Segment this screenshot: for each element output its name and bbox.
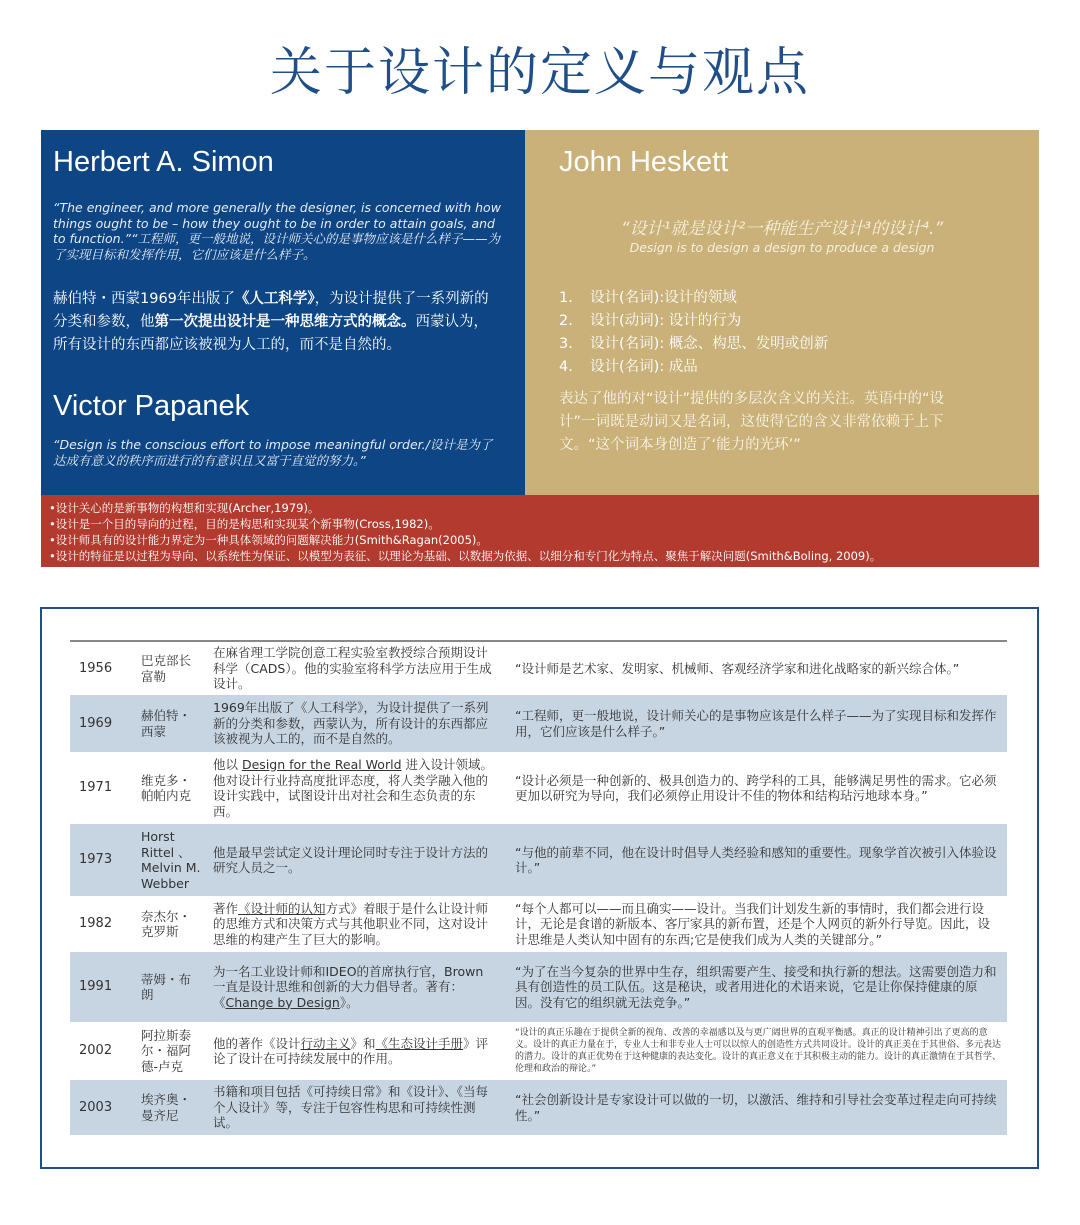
heskett-summary: 表达了他的对“设计”提供的多层次含义的关注。英语中的“设计”一词既是动词又是名词，这使得它的含义非常依赖于上下文。“这个词本身创造了‘能力的光环’” (559, 391, 945, 453)
row-desc: 他以 Design for the Real World 进入设计领域。他对设计行业持高度批评态度，将人类学融入他的设计实践中，试图设计出对社会和生态负责的东西。 (213, 757, 493, 819)
table-row (70, 824, 1007, 896)
definition-item: •设计师具有的设计能力界定为一种具体领域的问题解决能力(Smith&Ragan(2005)。 (49, 533, 488, 547)
table-row (70, 752, 1007, 824)
heskett-name: John Heskett (559, 146, 729, 178)
page-title: 关于设计的定义与观点 (269, 43, 810, 103)
row-desc: 书籍和项目包括《可持续日常》和《设计》、《当每个人设计》等，专注于包容性构思和可持续性测试。 (208, 1080, 500, 1135)
simon-book-title: 《人工科学》 (234, 291, 315, 307)
simon-name: Herbert A. Simon (53, 146, 274, 178)
row-view: “与他的前辈不同，他在设计时倡导人类经验和感知的重要性。现象学首次被引入体验设计。” (500, 824, 1007, 896)
table-row (70, 1022, 1007, 1080)
list-item: 4. 设计(名词): 成品 (559, 359, 698, 375)
book-link: Design for the Real World (241, 757, 402, 772)
simon-quote-zh: “工程师，更一般地说，设计师关心的是事物应该是什么样子——为了实现目标和发挥作用，它们应该是什么样子。 (53, 231, 501, 262)
row-name: 巴克部长富勒 (141, 653, 192, 684)
row-year: 1973 (70, 824, 136, 896)
row-view: “设计必须是一种创新的、极具创造力的、跨学科的工具，能够满足男性的需求。它必须更加以研究为导向，我们必须停止用设计不佳的物体和结构玷污地球本身。” (515, 772, 997, 803)
book-link: 行动主义 (300, 1035, 351, 1051)
table-row (70, 896, 1007, 952)
row-year: 2002 (79, 1043, 113, 1059)
book-link: Change by Design (225, 994, 340, 1010)
row-desc: 他是最早尝试定义设计理论同时专注于设计方法的研究人员之一。 (208, 824, 500, 896)
row-name: 维克多・帕帕内克 (141, 772, 192, 803)
row-name: 蒂姆・布朗 (136, 952, 208, 1022)
simon-papanek-panel (41, 130, 525, 495)
row-view: “工程师，更一般地说，设计师关心的是事物应该是什么样子——为了实现目标和发挥作用，它们应该是什么样子。” (500, 695, 1007, 752)
heskett-quote-en: Design is to design a design to produce a design (629, 240, 935, 255)
timeline-table (70, 640, 1007, 1135)
row-desc: 著作《设计师的认知方式》着眼于是什么让设计师的思维方式和决策方式与其他职业不同，这对设计思维的构建产生了巨大的影响。 (213, 900, 489, 947)
row-year: 1971 (79, 780, 113, 796)
definitions-band (41, 495, 1039, 567)
simon-quote-en: “The engineer, and more generally the designer, is concerned with how things ought to be – how they ought to be in order to attain goals, and to function.” (53, 200, 501, 246)
row-year: 1982 (79, 916, 113, 932)
papanek-quote: “Design is the conscious effort to impose meaningful order./设计是为了达成有意义的秩序而进行的有意识且又富于直觉的努力。” (53, 437, 493, 468)
heskett-quote-zh: “设计¹就是设计²一种能生产设计³的设计⁴.” (620, 219, 944, 239)
row-name: 阿拉斯泰尔・福阿德-卢克 (141, 1027, 192, 1074)
row-view: “社会创新设计是专家设计可以做的一切，以激活、维持和引导社会变革过程走向可持续性。” (500, 1080, 1007, 1135)
table-row (70, 1080, 1007, 1135)
simon-para-a: 赫伯特・西蒙1969年出版了 (53, 291, 235, 307)
row-year: 2003 (70, 1080, 136, 1135)
row-year: 1991 (70, 952, 136, 1022)
row-view: “设计师是艺术家、发明家、机械师、客观经济学家和进化战略家的新兴综合体。” (515, 660, 960, 676)
row-name: Horst Rittel 、Melvin M. Webber (136, 824, 208, 896)
simon-paragraph (53, 288, 501, 357)
book-link: 《设计师的认知 (238, 900, 326, 916)
papanek-name: Victor Papanek (53, 390, 250, 422)
definition-item: •设计的特征是以过程为导向、以系统性为保证、以模型为表征、以理论为基础、以数据为依据、以细分和专门化为特点、聚焦于解决问题(Smith&Boling, 2009)。 (49, 549, 882, 563)
book-link: 《生态设计手册 (375, 1035, 464, 1051)
simon-key-point: 第一次提出设计是一种思维方式的概念。 (154, 314, 416, 330)
row-view: “为了在当今复杂的世界中生存，组织需要产生、接受和执行新的想法。这需要创造力和具有创造性的员工队伍。这是秘诀，或者用进化的术语来说，它是让你保持健康的原因。没有它的组织就无法竞争。” (500, 952, 1007, 1022)
row-year: 1969 (70, 695, 136, 752)
row-name: 埃齐奥・曼齐尼 (136, 1080, 208, 1135)
table-row (70, 695, 1007, 752)
heskett-meanings-list (559, 287, 828, 379)
heskett-panel (525, 130, 1039, 495)
row-view: “每个人都可以——而且确实——设计。当我们计划发生新的事情时，我们都会进行设计，无论是食谱的新版本、客厅家具的新布置，还是个人网页的新外行导览。因此，设计思维是人类认知中固有的东西;它是使我们成为人类的关键部分。” (515, 900, 991, 947)
row-desc: 1969年出版了《人工科学》，为设计提供了一系列新的分类和参数，西蒙认为，所有设计的东西都应该被视为人工的，而不是自然的。 (208, 695, 500, 752)
row-name: 赫伯特・西蒙 (136, 695, 208, 752)
list-item: 2. 设计(动词): 设计的行为 (559, 313, 742, 329)
list-item: 1. 设计(名词):设计的领域 (559, 290, 737, 306)
definition-item: •设计关心的是新事物的构想和实现(Archer,1979)。 (49, 501, 320, 515)
row-desc: 为一名工业设计师和IDEO的首席执行官，Brown一直是设计思维和创新的大力倡导者。著有：《Change by Design》。 (208, 952, 500, 1022)
row-desc: 在麻省理工学院创意工程实验室教授综合预期设计科学（CADS）。他的实验室将科学方法应用于生成设计。 (213, 645, 492, 692)
list-item: 3. 设计(名词): 概念、构思、发明或创新 (559, 336, 829, 352)
simon-quote (53, 200, 505, 262)
table-row (70, 641, 1007, 695)
simon-para-c: ，为设计提供了一系列新的分类和参数，他 (53, 291, 489, 330)
row-desc: 他的著作《设计行动主义》和《生态设计手册》评论了设计在可持续发展中的作用。 (213, 1035, 489, 1066)
table-row (70, 952, 1007, 1022)
simon-para-e: 西蒙认为，所有设计的东西都应该被视为人工的，而不是自然的。 (53, 314, 488, 353)
definition-item: •设计是一个目的导向的过程，目的是构思和实现某个新事物(Cross,1982)。 (49, 517, 440, 531)
row-view: “设计的真正乐趣在于提供全新的视角、改善的幸福感以及与更广阔世界的直观平衡感。真正的设计精神引出了更高的意义。设计的真正力量在于，专业人士和非专业人士可以以惊人的创造性方式共同设计。设计的真正美在于其世俗、多元表达的潜力。设计的真正优势在于这种健康的表达变化。设计的真正意义在于其积极主动的能力。设计的真正激情在于其哲学、伦理和政治的辩论。” (515, 1028, 1002, 1074)
row-year: 1956 (79, 660, 113, 676)
row-name: 奈杰尔・克罗斯 (141, 908, 192, 939)
